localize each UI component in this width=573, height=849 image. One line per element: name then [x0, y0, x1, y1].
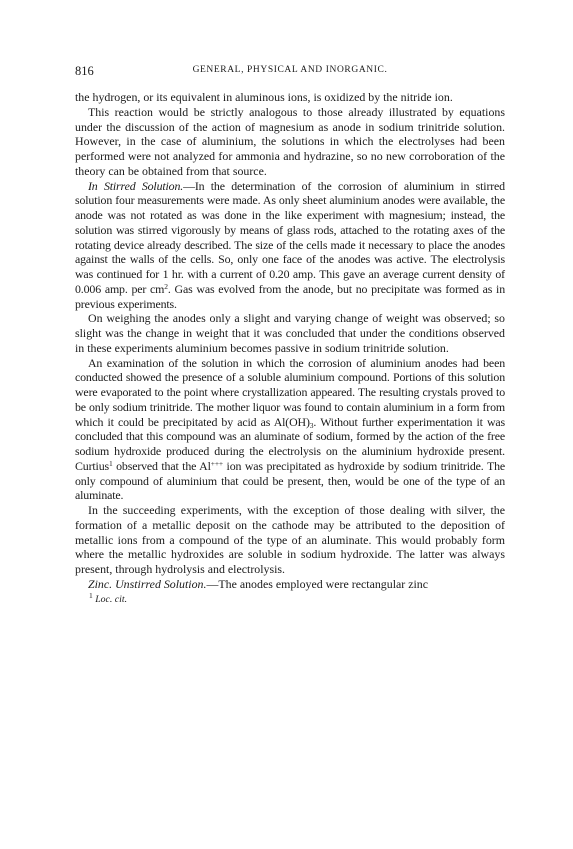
page-number: 816 — [75, 64, 94, 78]
body-text — [75, 90, 505, 592]
paragraph: This reaction would be strictly analogous to those already illustrated by equations under the discussion of the action of magnesium as anode in sodium trinitride solution. However, in the case of aluminium, the solutions in which the electrolyses had been performed were not analyzed for ammonia and hydrazine, so no new corroboration of the theory can be obtained from that source. — [75, 104, 505, 178]
paragraph-aluminate: An examination of the solution in which the corrosion of aluminium anodes had been conducted showed the presence of a soluble aluminium compound. Portions of this solution were evaporated to the point where crystallization appeared. The resulting crystals proved to be only sodium trinitride. The mother liquor was found to contain aluminium in a form from which it could be precipitated by acid as $Al(OH)_3$. Without further experimentation it was concluded that this compound was an aluminate of sodium, formed by the action of the free sodium hydroxide produced during the electrolysis on the aluminium hydroxide present. Curtius$^1$ observed that the Al+++ ion was precipitated as hydroxide by sodium trinitride. The only compound of aluminium that could be present, then, would be one of the type of an aluminate. — [75, 355, 506, 503]
paragraph-zinc: Zinc. Unstirred Solution.—The anodes employed were rectangular zinc — [88, 576, 429, 591]
footnote-text: Loc. cit. — [95, 593, 128, 605]
section-lead: Zinc. Unstirred Solution. — [88, 576, 207, 591]
section-lead: In Stirred Solution. — [88, 178, 184, 193]
footnote — [75, 590, 505, 606]
paragraph-continuation: the hydrogen, or its equivalent in aluminous ions, is oxidized by the nitride ion. — [75, 90, 453, 104]
page — [75, 64, 505, 606]
footnote-mark: 1 — [89, 590, 93, 600]
paragraph: On weighing the anodes only a slight and varying change of weight was observed; so slight was the change in weight that it was concluded that under the conditions observed in these experiments aluminium becomes passive in sodium trinitride solution. — [75, 311, 505, 355]
paragraph: In the succeeding experiments, with the exception of those dealing with silver, the formation of a metallic deposit on the cathode may be attributed to the deposition of metallic ions from a compound of the type of an aluminate. This would probably form where the metallic hydroxides are soluble in sodium hydroxide. The latter was always present, through hydrolysis and electrolysis. — [75, 503, 505, 576]
footnote-reference: 1 — [108, 458, 113, 468]
running-head: GENERAL, PHYSICAL AND INORGANIC. — [192, 65, 388, 75]
paragraph-stirred-solution: In Stirred Solution.—In the determination of the corrosion of aluminium in stirred solution four measurements were made. As only sheet aluminium anodes were available, the anode was not rotated as was done in the like experiment with magnesium; instead, the solution was stirred vigorously by means of glass rods, attached to the rotating axes of the rotating device already described. The size of the cells made it necessary to place the anodes against the walls of the cells. So, only one face of the anodes was active. The electrolysis was continued for 1 hr. with a current of 0.20 amp. This gave an average current density of 0.006 amp. per $cm^2$. Gas was evolved from the anode, but no precipitate was formed as in previous experiments. — [75, 178, 506, 311]
page-header — [75, 64, 505, 80]
